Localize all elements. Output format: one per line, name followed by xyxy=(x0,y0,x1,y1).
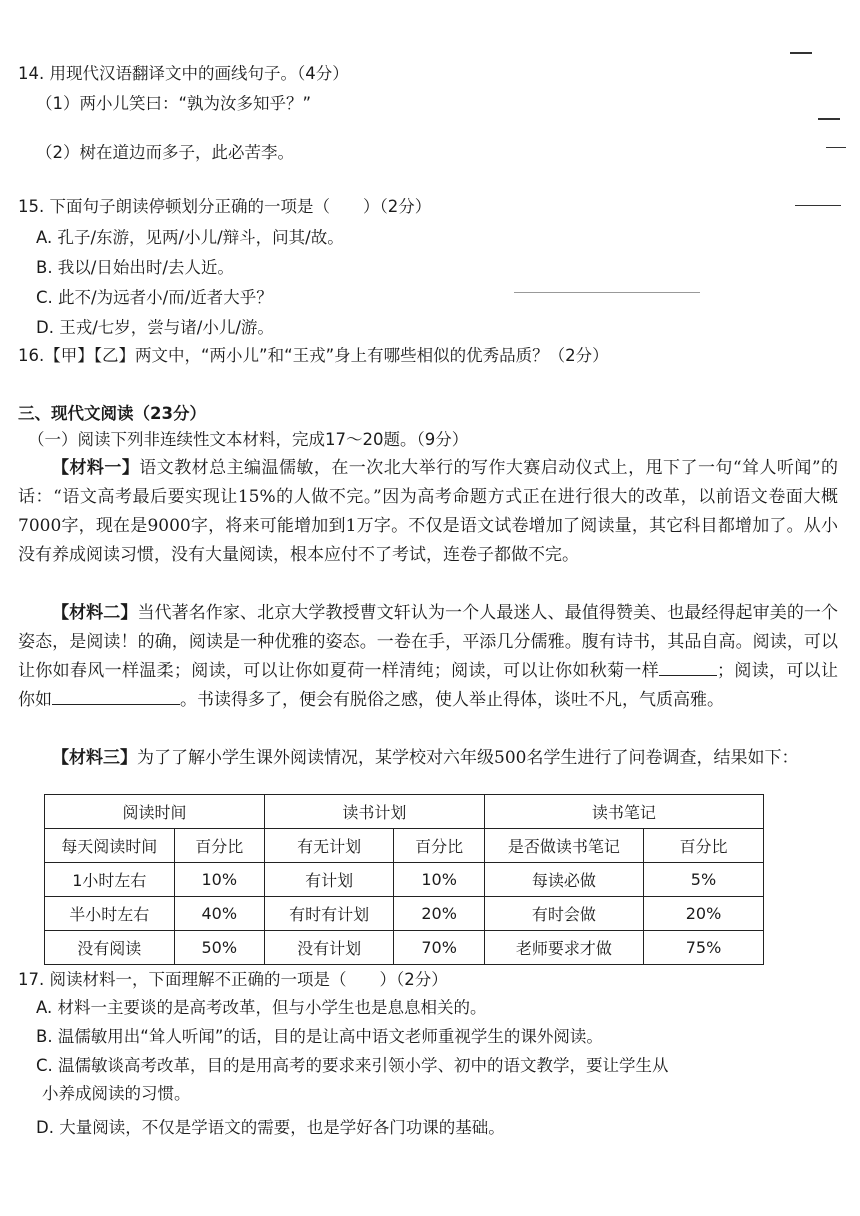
q15-option-d: D. 王戎/七岁，尝与诸/小儿/游。 xyxy=(36,318,274,337)
q15-option-c: C. 此不/为远者小/而/近者大乎？ xyxy=(36,288,273,307)
table-cell: 50% xyxy=(174,931,264,965)
subheader-cell: 百分比 xyxy=(174,829,264,863)
subheader-cell: 是否做读书笔记 xyxy=(484,829,643,863)
q16-stem: 16.【甲】【乙】两文中，“两小儿”和“王戎”身上有哪些相似的优秀品质？（2分） xyxy=(18,346,609,365)
material-3 xyxy=(18,744,838,773)
table-cell: 20% xyxy=(643,897,763,931)
table-cell: 40% xyxy=(174,897,264,931)
table-cell: 1小时左右 xyxy=(45,863,175,897)
table-row xyxy=(45,863,764,897)
scan-mark xyxy=(795,205,841,206)
table-cell: 有时会做 xyxy=(484,897,643,931)
material-1 xyxy=(18,454,838,570)
table-group-row xyxy=(45,795,764,829)
q17-option-c-line-2: 小养成阅读的习惯。 xyxy=(42,1084,191,1103)
material-1-text: 语文教材总主编温儒敏，在一次北大举行的写作大赛启动仪式上，甩下了一句“耸人听闻”的话：“语文高考最后要实现让15%的人做不完。”因为高考命题方式正在进行很大的改革，以前语文卷面大概7000字，现在是9000字，将来可能增加到1万字。不仅是语文试卷增加了阅读量，其它科目都增加了。从小没有养成阅读习惯，没有大量阅读，根本应付不了考试，连卷子都做不完。 xyxy=(18,458,838,565)
q17-option-c-line-1: C. 温儒敏谈高考改革，目的是用高考的要求来引领小学、初中的语文教学，要让学生从 xyxy=(36,1056,669,1075)
section-3-subtitle: （一）阅读下列非连续性文本材料，完成17～20题。（9分） xyxy=(28,430,469,449)
table-cell: 有计划 xyxy=(264,863,394,897)
material-2-text-c: 。书读得多了，便会有脱俗之感，使人举止得体，谈吐不凡，气质高雅。 xyxy=(180,690,724,710)
survey-table xyxy=(44,794,764,965)
table-cell: 70% xyxy=(394,931,484,965)
scan-mark xyxy=(826,147,846,148)
group-reading-time: 阅读时间 xyxy=(45,795,265,829)
table-cell: 75% xyxy=(643,931,763,965)
table-cell: 没有计划 xyxy=(264,931,394,965)
table-row xyxy=(45,897,764,931)
scan-mark xyxy=(514,292,700,293)
table-cell: 10% xyxy=(174,863,264,897)
material-2-label: 【材料二】 xyxy=(52,603,138,623)
q14-sentence-2: （2）树在道边而多子，此必苦李。 xyxy=(36,143,294,162)
answer-blank-2[interactable] xyxy=(52,686,180,705)
subheader-cell: 百分比 xyxy=(643,829,763,863)
subheader-cell: 百分比 xyxy=(394,829,484,863)
table-cell: 每读必做 xyxy=(484,863,643,897)
q15-stem: 15. 下面句子朗读停顿划分正确的一项是（ ）（2分） xyxy=(18,197,432,216)
table-row xyxy=(45,931,764,965)
material-3-text: 为了了解小学生课外阅读情况，某学校对六年级500名学生进行了问卷调查，结果如下： xyxy=(137,748,799,768)
q17-stem: 17. 阅读材料一，下面理解不正确的一项是（ ）（2分） xyxy=(18,970,448,989)
table-cell: 没有阅读 xyxy=(45,931,175,965)
table-cell: 10% xyxy=(394,863,484,897)
material-2 xyxy=(18,599,838,715)
section-3-title: 三、现代文阅读（23分） xyxy=(18,404,206,423)
q15-option-b: B. 我以/日始出时/去人近。 xyxy=(36,258,234,277)
table-cell: 5% xyxy=(643,863,763,897)
scan-mark xyxy=(790,52,812,54)
table-subheader-row xyxy=(45,829,764,863)
material-2-text-b: ；阅读，可以让你如 xyxy=(18,661,839,710)
material-3-label: 【材料三】 xyxy=(52,748,137,768)
subheader-cell: 有无计划 xyxy=(264,829,394,863)
answer-blank-1[interactable] xyxy=(659,657,717,676)
table-cell: 有时有计划 xyxy=(264,897,394,931)
q17-option-d: D. 大量阅读，不仅是学语文的需要，也是学好各门功课的基础。 xyxy=(36,1118,505,1137)
q14-stem: 14. 用现代汉语翻译文中的画线句子。（4分） xyxy=(18,64,349,83)
q17-option-a: A. 材料一主要谈的是高考改革，但与小学生也是息息相关的。 xyxy=(36,998,487,1017)
group-reading-notes: 读书笔记 xyxy=(484,795,763,829)
table-cell: 20% xyxy=(394,897,484,931)
table-cell: 老师要求才做 xyxy=(484,931,643,965)
material-2-text-a: 当代著名作家、北京大学教授曹文轩认为一个人最迷人、最值得赞美、也最经得起审美的一个姿态，是阅读！的确，阅读是一种优雅的姿态。一卷在手，平添几分儒雅。腹有诗书，其品自高。阅读，可以让你如春风一样温柔；阅读，可以让你如夏荷一样清纯；阅读，可以让你如秋菊一样 xyxy=(18,603,839,681)
q17-option-b: B. 温儒敏用出“耸人听闻”的话，目的是让高中语文老师重视学生的课外阅读。 xyxy=(36,1027,603,1046)
scan-mark xyxy=(818,118,840,120)
q15-option-a: A. 孔子/东游，见两/小儿/辩斗，问其/故。 xyxy=(36,228,344,247)
group-reading-plan: 读书计划 xyxy=(264,795,484,829)
table-cell: 半小时左右 xyxy=(45,897,175,931)
q14-sentence-1: （1）两小儿笑曰：“孰为汝多知乎？” xyxy=(36,94,312,113)
material-1-label: 【材料一】 xyxy=(52,458,140,478)
subheader-cell: 每天阅读时间 xyxy=(45,829,175,863)
